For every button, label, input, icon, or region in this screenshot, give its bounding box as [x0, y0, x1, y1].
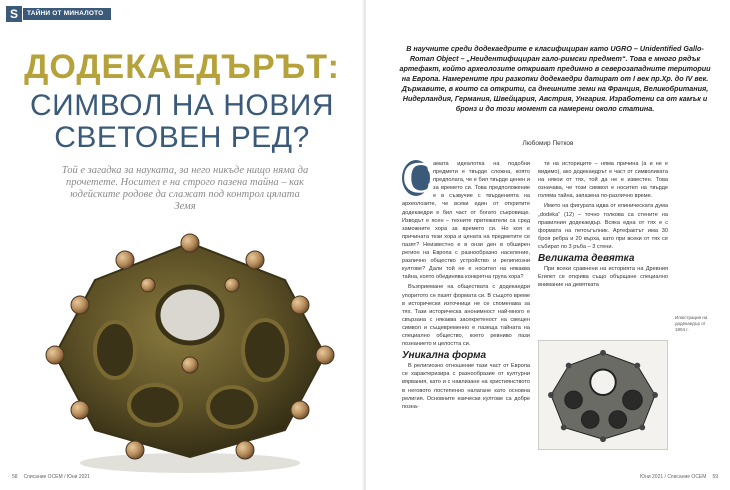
article-title: ДОДЕКАЕДЪРЪТ: [24, 48, 340, 86]
page-number-left: 58 [12, 474, 18, 480]
article-lead: Той е загадка за науката, за него никъде нищо няма да прочетете. Носител е на строго пазена тайна – как юдейските родове да слажат под контрол цялата Земя [61, 165, 309, 212]
footer-left [12, 474, 90, 480]
text-column-1 [402, 153, 530, 413]
col2-paragraph-1: ти на историците – няма причина (а и не е видимо), ако додекаедрът е част от символиката на някои от тях, той да не е известен. Това означава, че този символ е носител на твърде голяма тайна, запазена по-различно време. [538, 161, 668, 200]
footer-left-text: Списание ОСЕМ / Юни 2021 [23, 474, 90, 480]
footer-right [640, 474, 718, 480]
footer-right-text: Юни 2021 / Списание ОСЕМ [640, 474, 707, 480]
illustration-caption: Илюстрация на додекаедър от 1804 г. [675, 315, 708, 332]
col2-paragraph-3: При всеки сравнени на историята на Древния Египет се открива също обърщане специално внимание на девятката [538, 266, 668, 289]
subheading-unique-form: Уникална форма [402, 350, 487, 362]
section-icon: S [6, 6, 22, 22]
col1-paragraph-2: Възприемане на обществата с додекаедри упоритото се пазят формата си. В същото време в исторически източници не се споменава за тях. Тази историческа анонимност най-много е свързана с някаква засекретеност на свещен символ и същевременно е пазеща тайната на специално общество, което ревниво пази познанието и целостта си. [402, 284, 530, 348]
col1-paragraph-3: В религиозно отношение тази част от Европа се характеризира с разнообразие от културни вярвания, като и с навлизане на християнството в неговото постепенно налагане като основна религия. Основните езически култове са добре позна- [402, 363, 530, 410]
subtitle-line-1: СИМВОЛ НА НОВИЯ [30, 89, 334, 122]
author-name: Любомир Петков [522, 140, 574, 147]
subtitle-line-2: СВЕТОВЕН РЕД? [54, 121, 310, 154]
dodecahedron-photo [40, 225, 340, 475]
text-column-2 [538, 160, 668, 291]
page-number-right: 59 [712, 474, 718, 480]
article-subtitle [0, 90, 364, 154]
section-label: ТАЙНИ ОТ МИНАЛОТО [23, 8, 111, 20]
dodecahedron-engraving [538, 340, 668, 450]
intro-paragraph: В научните среди додекаедрите е класифициран като UGRO – Unidentified Gallo-Roman Object – „Неидентифициран гало-римски предмет“. Това е много рядък артефакт, който археолозите откриват предимно в северозападните територии на Европа. Намерените при разкопки додекаедри датират от I век пр.Хр. до IV век. Държавите, в които са открити, са днешните земи на Франция, Великобритания, Нидерландия, Германия, Швейцария, Австрия, Унгария. Изработени са от камък и бронз и до този момент са намерени около статина. [399, 44, 711, 113]
col1-paragraph-1: амата идеалотка на подобни предмети е твърде сложна, която предполага, че е бил твърде ценен и за времето си. Това предположение е в съзвучие с твърденията на археолозите, че всеки един от откритите додекаедри е бил част от богато съкровище. Изводът е ясен – техните притежатели са сред заможните хора за времето си. Но коя е причината тези хора и цената на предметите се пазят? Неизвестно е в онзи ден в обширен регион на Европа с разнообразно население, различно общество устройство и религиозни култове? Дали той не е носител на някаква тайна, която обединява конкретна група хора? [402, 161, 530, 281]
left-page [0, 0, 364, 490]
right-page [366, 0, 730, 490]
subheading-great-nine: Великата девятка [538, 253, 635, 265]
drop-cap: С [402, 153, 434, 202]
col2-paragraph-2: Името на фигурата идва от елиническата дума „dodeka“ (12) – точно толкова са стените на правилния додекаедър. Всяка една от тях е с формата на петоъгълник. Артефактът има 30 броя ребра и 20 върха, като при всеки от тях се събират по 3 ръба – 3 стени. [538, 203, 668, 250]
section-tab [6, 6, 111, 22]
